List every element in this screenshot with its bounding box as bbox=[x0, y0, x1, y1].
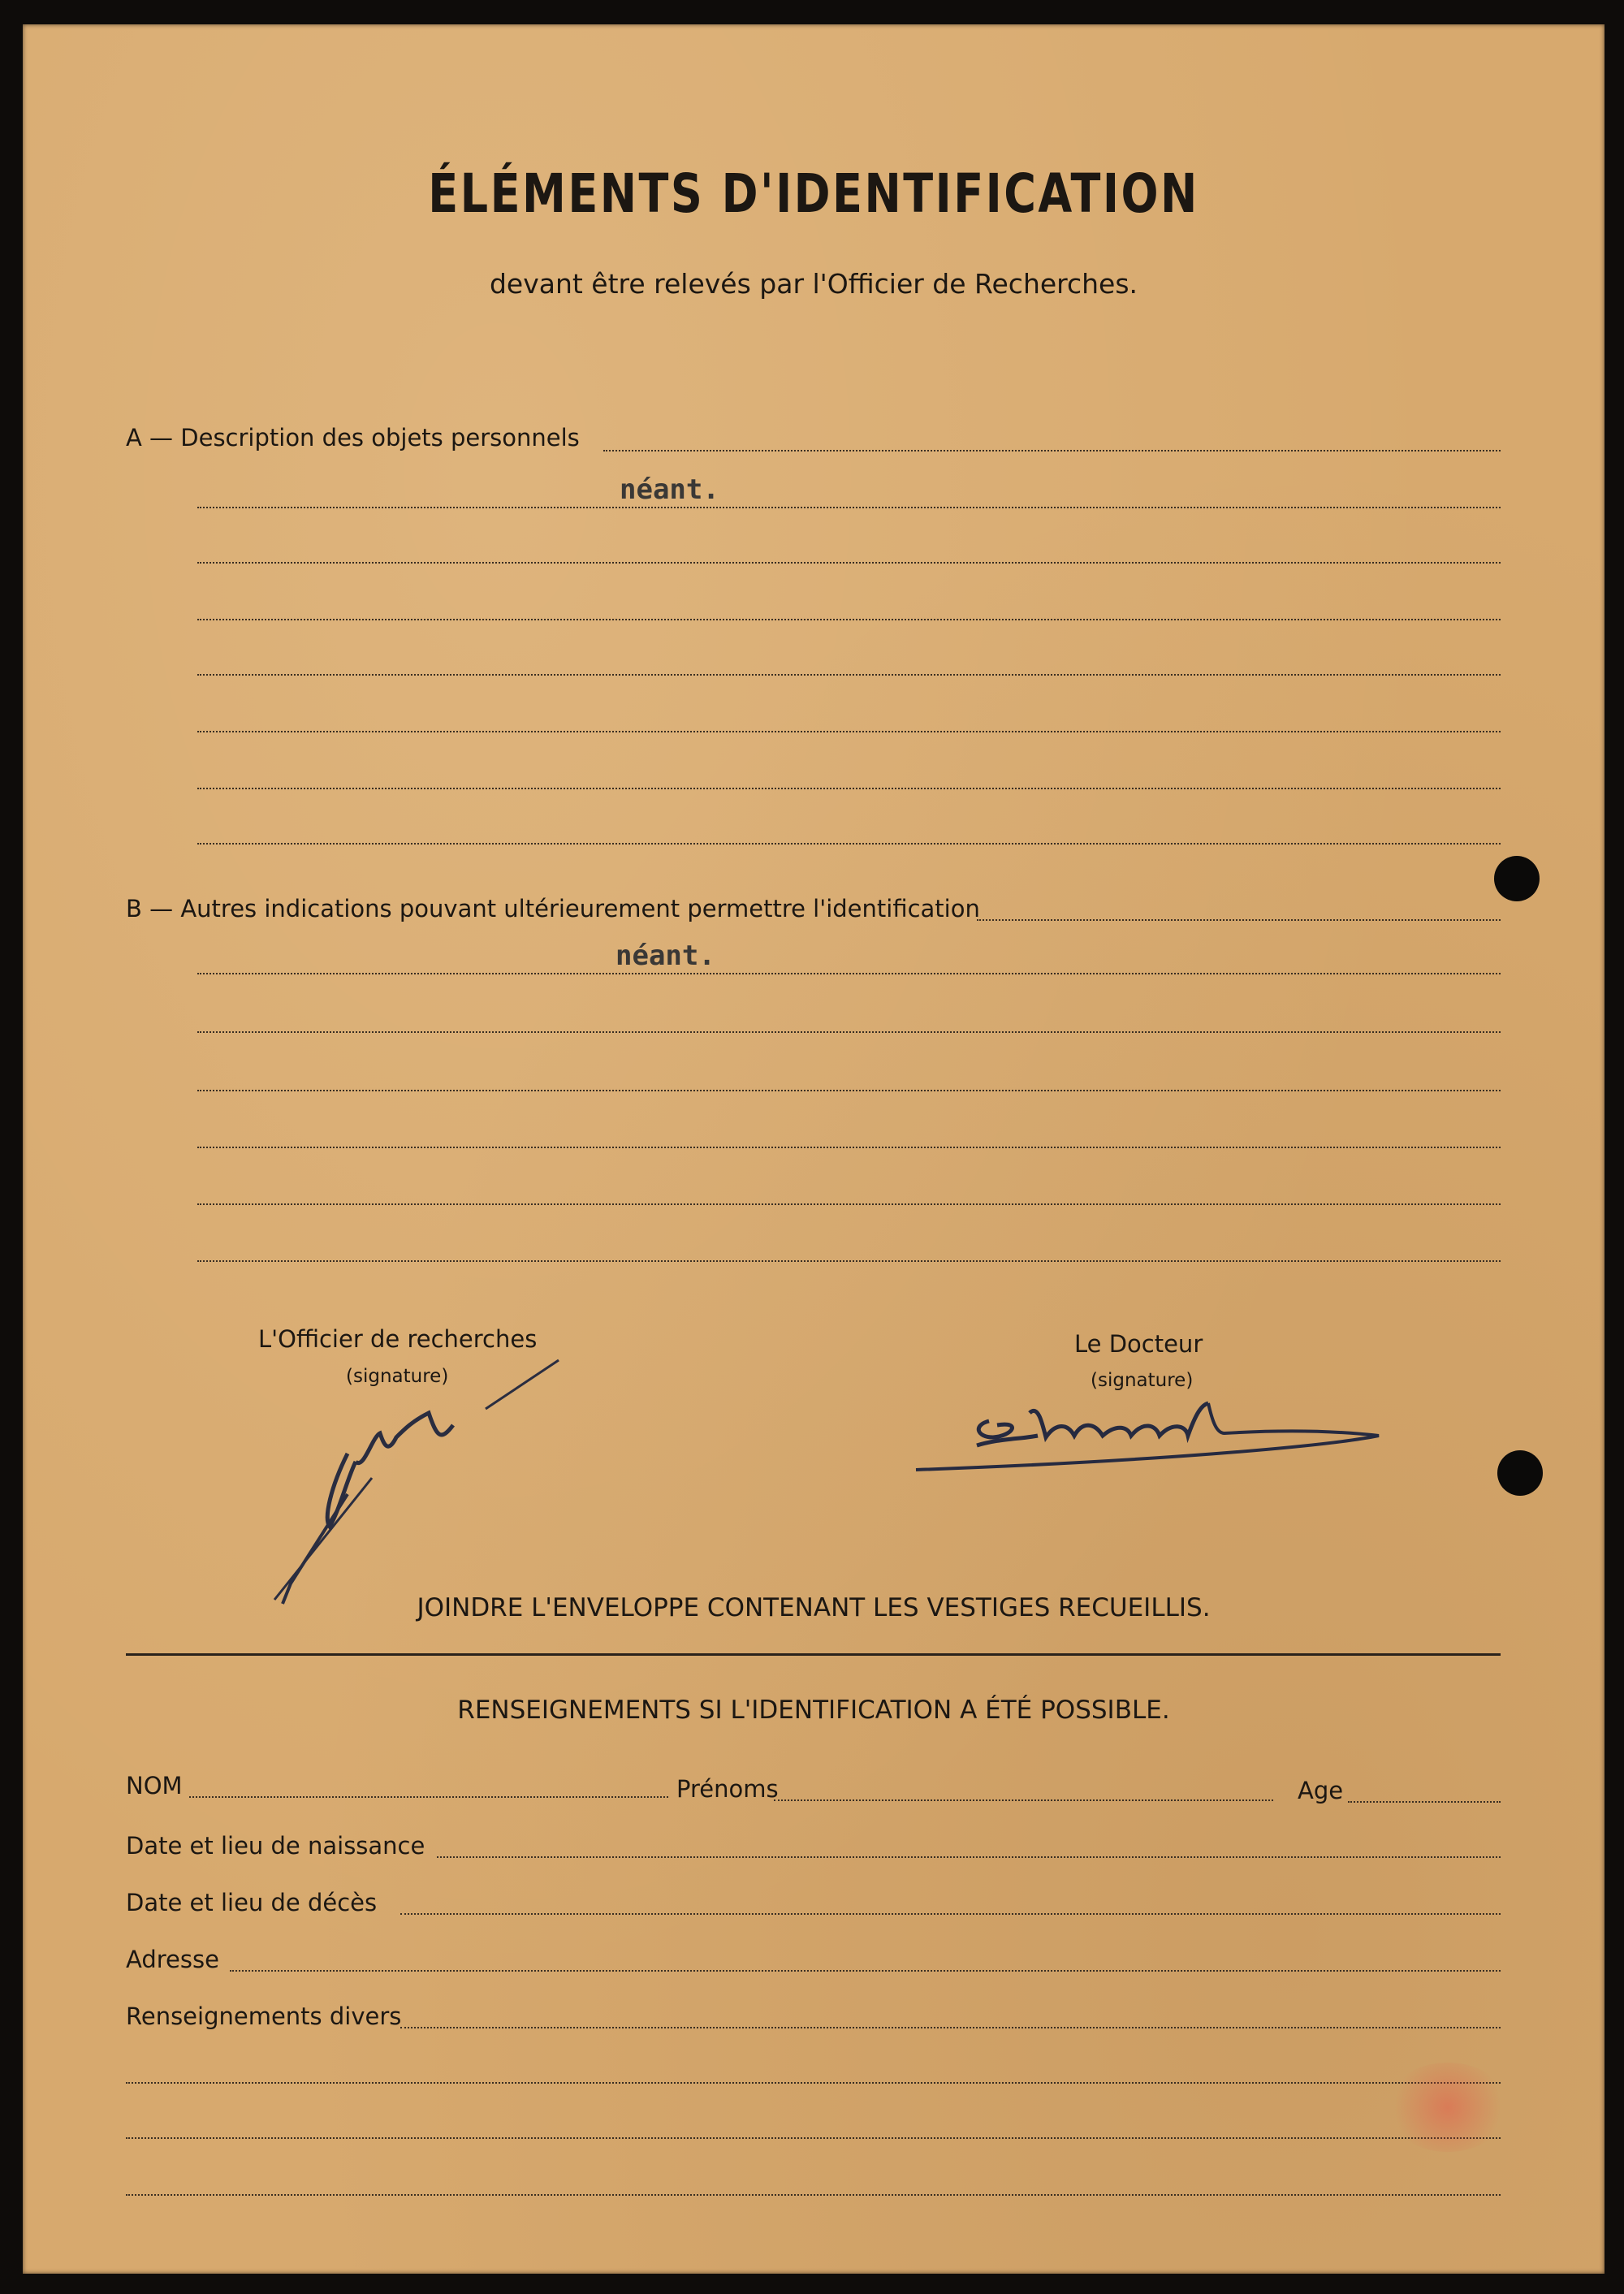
officer-signature-sub: (signature) bbox=[346, 1366, 449, 1387]
doctor-signature-title: Le Docteur bbox=[1074, 1330, 1203, 1358]
section-b-label: B — Autres indications pouvant ultérieurement permettre l'identification bbox=[126, 895, 980, 922]
punch-hole-bottom bbox=[1497, 1450, 1543, 1496]
officer-handwritten-signature bbox=[242, 1356, 583, 1616]
divers-line-3 bbox=[126, 2137, 1501, 2139]
section-a-line-8 bbox=[197, 843, 1501, 845]
section-b-line-2 bbox=[197, 973, 1501, 974]
age-line bbox=[1348, 1801, 1501, 1803]
adresse-label: Adresse bbox=[126, 1946, 219, 1973]
doctor-signature-sub: (signature) bbox=[1091, 1370, 1194, 1391]
prenoms-line bbox=[774, 1799, 1273, 1801]
section-b-line-5 bbox=[197, 1147, 1501, 1148]
divers-label: Renseignements divers bbox=[126, 2002, 402, 2030]
section-a-line-3 bbox=[197, 562, 1501, 564]
section-a-line-2 bbox=[197, 507, 1501, 508]
divers-line-4 bbox=[126, 2194, 1501, 2196]
nom-line bbox=[189, 1796, 668, 1798]
document-title: ÉLÉMENTS D'IDENTIFICATION bbox=[428, 162, 1199, 225]
divers-line-1 bbox=[400, 2027, 1501, 2028]
naissance-line bbox=[437, 1856, 1501, 1858]
section-divider bbox=[126, 1653, 1501, 1656]
section-a-line-6 bbox=[197, 731, 1501, 732]
section-b-line-3 bbox=[197, 1031, 1501, 1033]
naissance-label: Date et lieu de naissance bbox=[126, 1832, 425, 1860]
prenoms-label: Prénoms bbox=[676, 1775, 779, 1803]
section-a-line-5 bbox=[197, 674, 1501, 676]
deces-line bbox=[400, 1913, 1501, 1915]
deces-label: Date et lieu de décès bbox=[126, 1889, 378, 1916]
section-b-line-6 bbox=[197, 1203, 1501, 1205]
punch-hole-top bbox=[1494, 856, 1540, 901]
nom-label: NOM bbox=[126, 1772, 183, 1799]
adresse-line bbox=[230, 1970, 1501, 1972]
section-a-typed-value: néant. bbox=[620, 473, 719, 506]
section-a-label: A — Description des objets personnels bbox=[126, 424, 580, 451]
identification-heading: RENSEIGNEMENTS SI L'IDENTIFICATION A ÉTÉ POSSIBLE. bbox=[457, 1696, 1170, 1725]
envelope-instruction: JOINDRE L'ENVELOPPE CONTENANT LES VESTIGES RECUEILLIS. bbox=[417, 1593, 1211, 1622]
section-b-line-7 bbox=[197, 1260, 1501, 1262]
officer-signature-title: L'Officier de recherches bbox=[258, 1325, 538, 1353]
doctor-handwritten-signature bbox=[900, 1389, 1403, 1502]
red-stain bbox=[1387, 2063, 1509, 2152]
section-a-line-4 bbox=[197, 619, 1501, 620]
section-b-line-4 bbox=[197, 1090, 1501, 1091]
age-label: Age bbox=[1298, 1777, 1344, 1804]
document-sheet bbox=[23, 24, 1605, 2274]
section-b-typed-value: néant. bbox=[615, 940, 715, 972]
section-a-line-1 bbox=[603, 450, 1501, 451]
section-b-line-1 bbox=[977, 919, 1501, 921]
divers-line-2 bbox=[126, 2082, 1501, 2084]
document-subtitle: devant être relevés par l'Officier de Recherches. bbox=[489, 268, 1138, 300]
section-a-line-7 bbox=[197, 788, 1501, 789]
